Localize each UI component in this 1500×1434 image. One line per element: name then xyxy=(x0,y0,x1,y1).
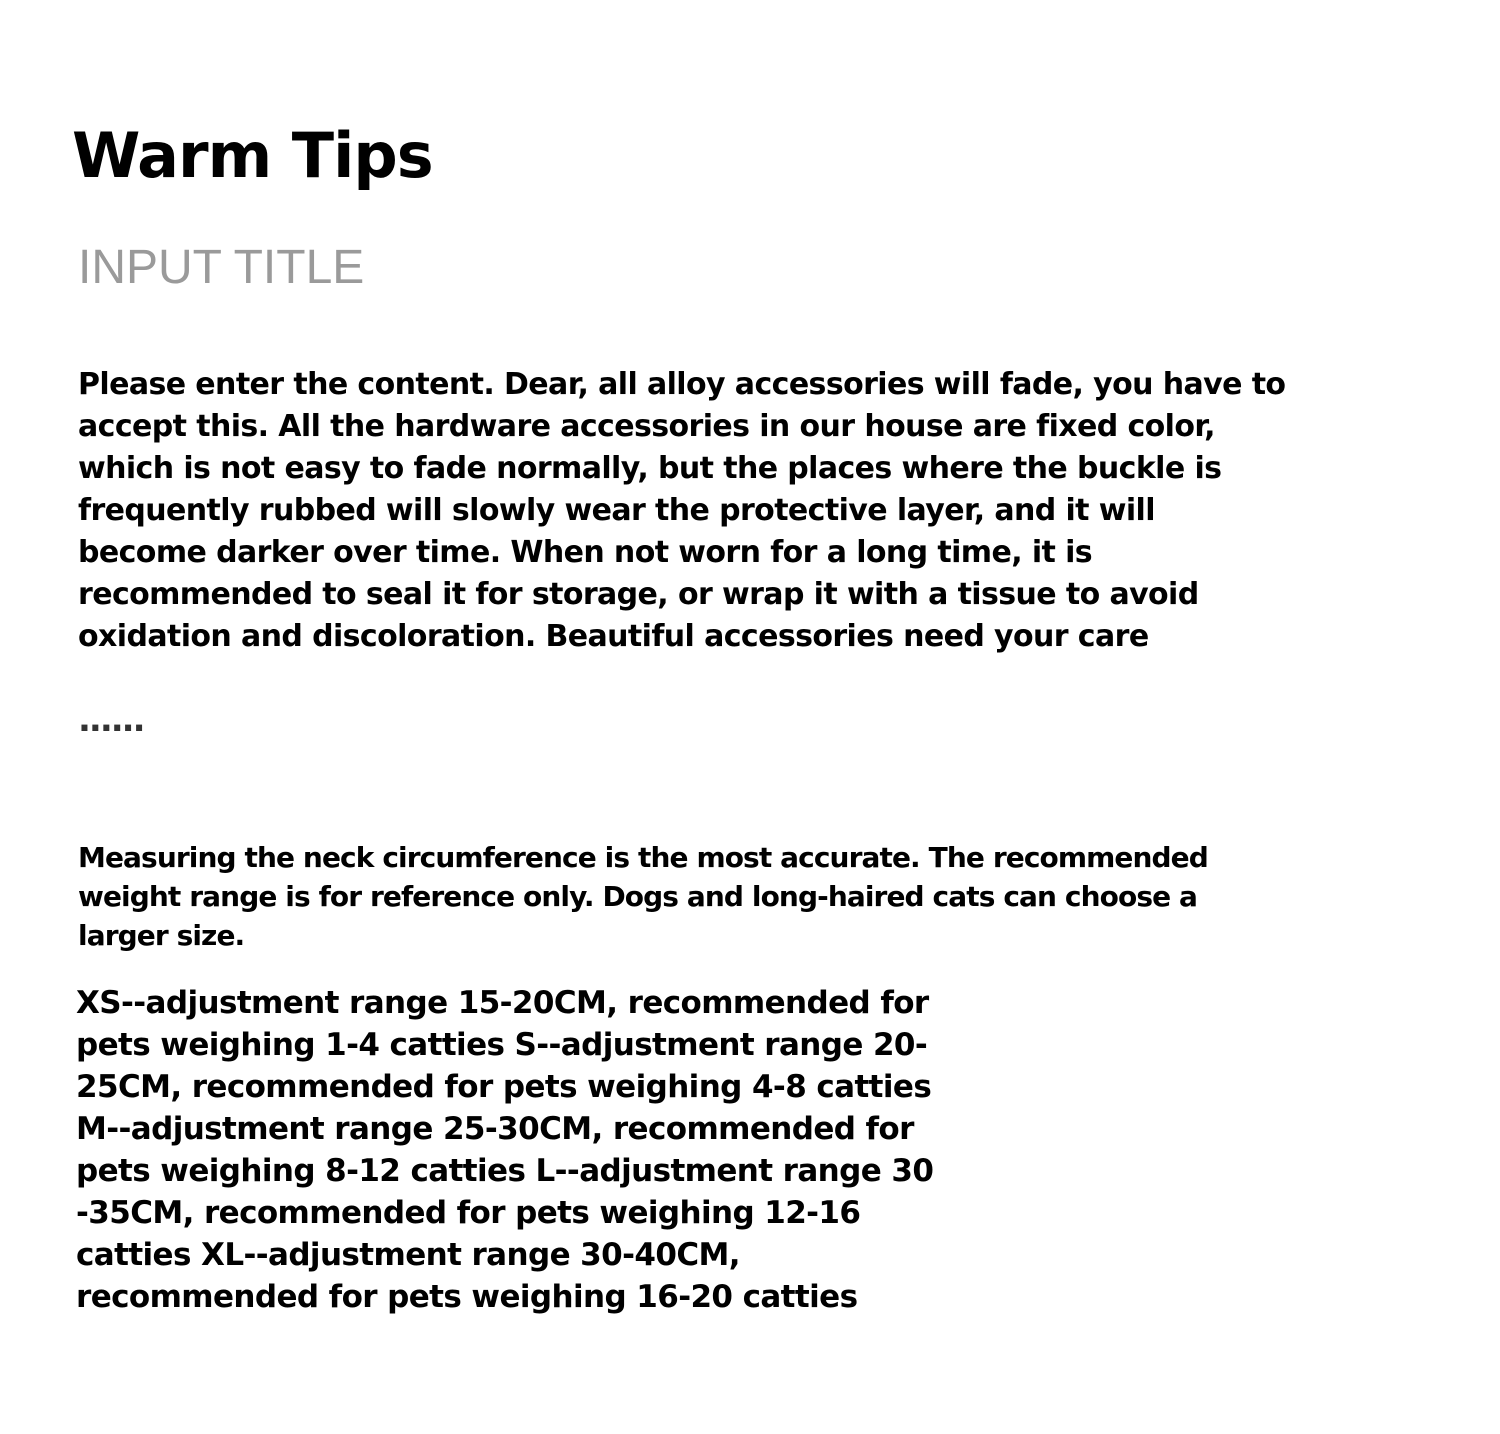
size-range-line: pets weighing 8-12 catties L--adjustment range 30 xyxy=(76,1153,934,1189)
measurement-note-line: weight range is for reference only. Dogs and long-haired cats can choose a xyxy=(78,880,1198,913)
care-content-line: which is not easy to fade normally, but the places where the buckle is xyxy=(78,451,1222,486)
measurement-note-line: Measuring the neck circumference is the most accurate. The recommended xyxy=(78,841,1208,874)
measurement-note-line: larger size. xyxy=(78,919,245,952)
size-range-line: pets weighing 1-4 catties S--adjustment range 20- xyxy=(76,1027,928,1063)
ellipsis-text: ...... xyxy=(78,700,144,740)
size-range-line: 25CM, recommended for pets weighing 4-8 catties xyxy=(76,1069,932,1105)
size-range-line: catties XL--adjustment range 30-40CM, xyxy=(76,1237,740,1273)
size-range-line: M--adjustment range 25-30CM, recommended for xyxy=(76,1111,914,1147)
size-range-paragraph xyxy=(76,982,986,1318)
care-content-line: accept this. All the hardware accessories in our house are fixed color, xyxy=(78,409,1215,444)
size-range-line: recommended for pets weighing 16-20 catties xyxy=(76,1279,858,1315)
care-content-paragraph xyxy=(78,364,1408,658)
measurement-note-paragraph xyxy=(78,838,1358,955)
care-content-line: oxidation and discoloration. Beautiful accessories need your care xyxy=(78,619,1149,654)
input-title-heading: INPUT TITLE xyxy=(78,241,365,294)
care-content-line: frequently rubbed will slowly wear the protective layer, and it will xyxy=(78,493,1155,528)
care-content-line: recommended to seal it for storage, or wrap it with a tissue to avoid xyxy=(78,577,1199,612)
size-range-line: XS--adjustment range 15-20CM, recommended for xyxy=(76,985,929,1021)
size-range-line: -35CM, recommended for pets weighing 12-16 xyxy=(76,1195,861,1231)
page-title: Warm Tips xyxy=(72,119,433,192)
care-content-line: become darker over time. When not worn for a long time, it is xyxy=(78,535,1093,570)
care-content-line: Please enter the content. Dear, all alloy accessories will fade, you have to xyxy=(78,367,1286,402)
